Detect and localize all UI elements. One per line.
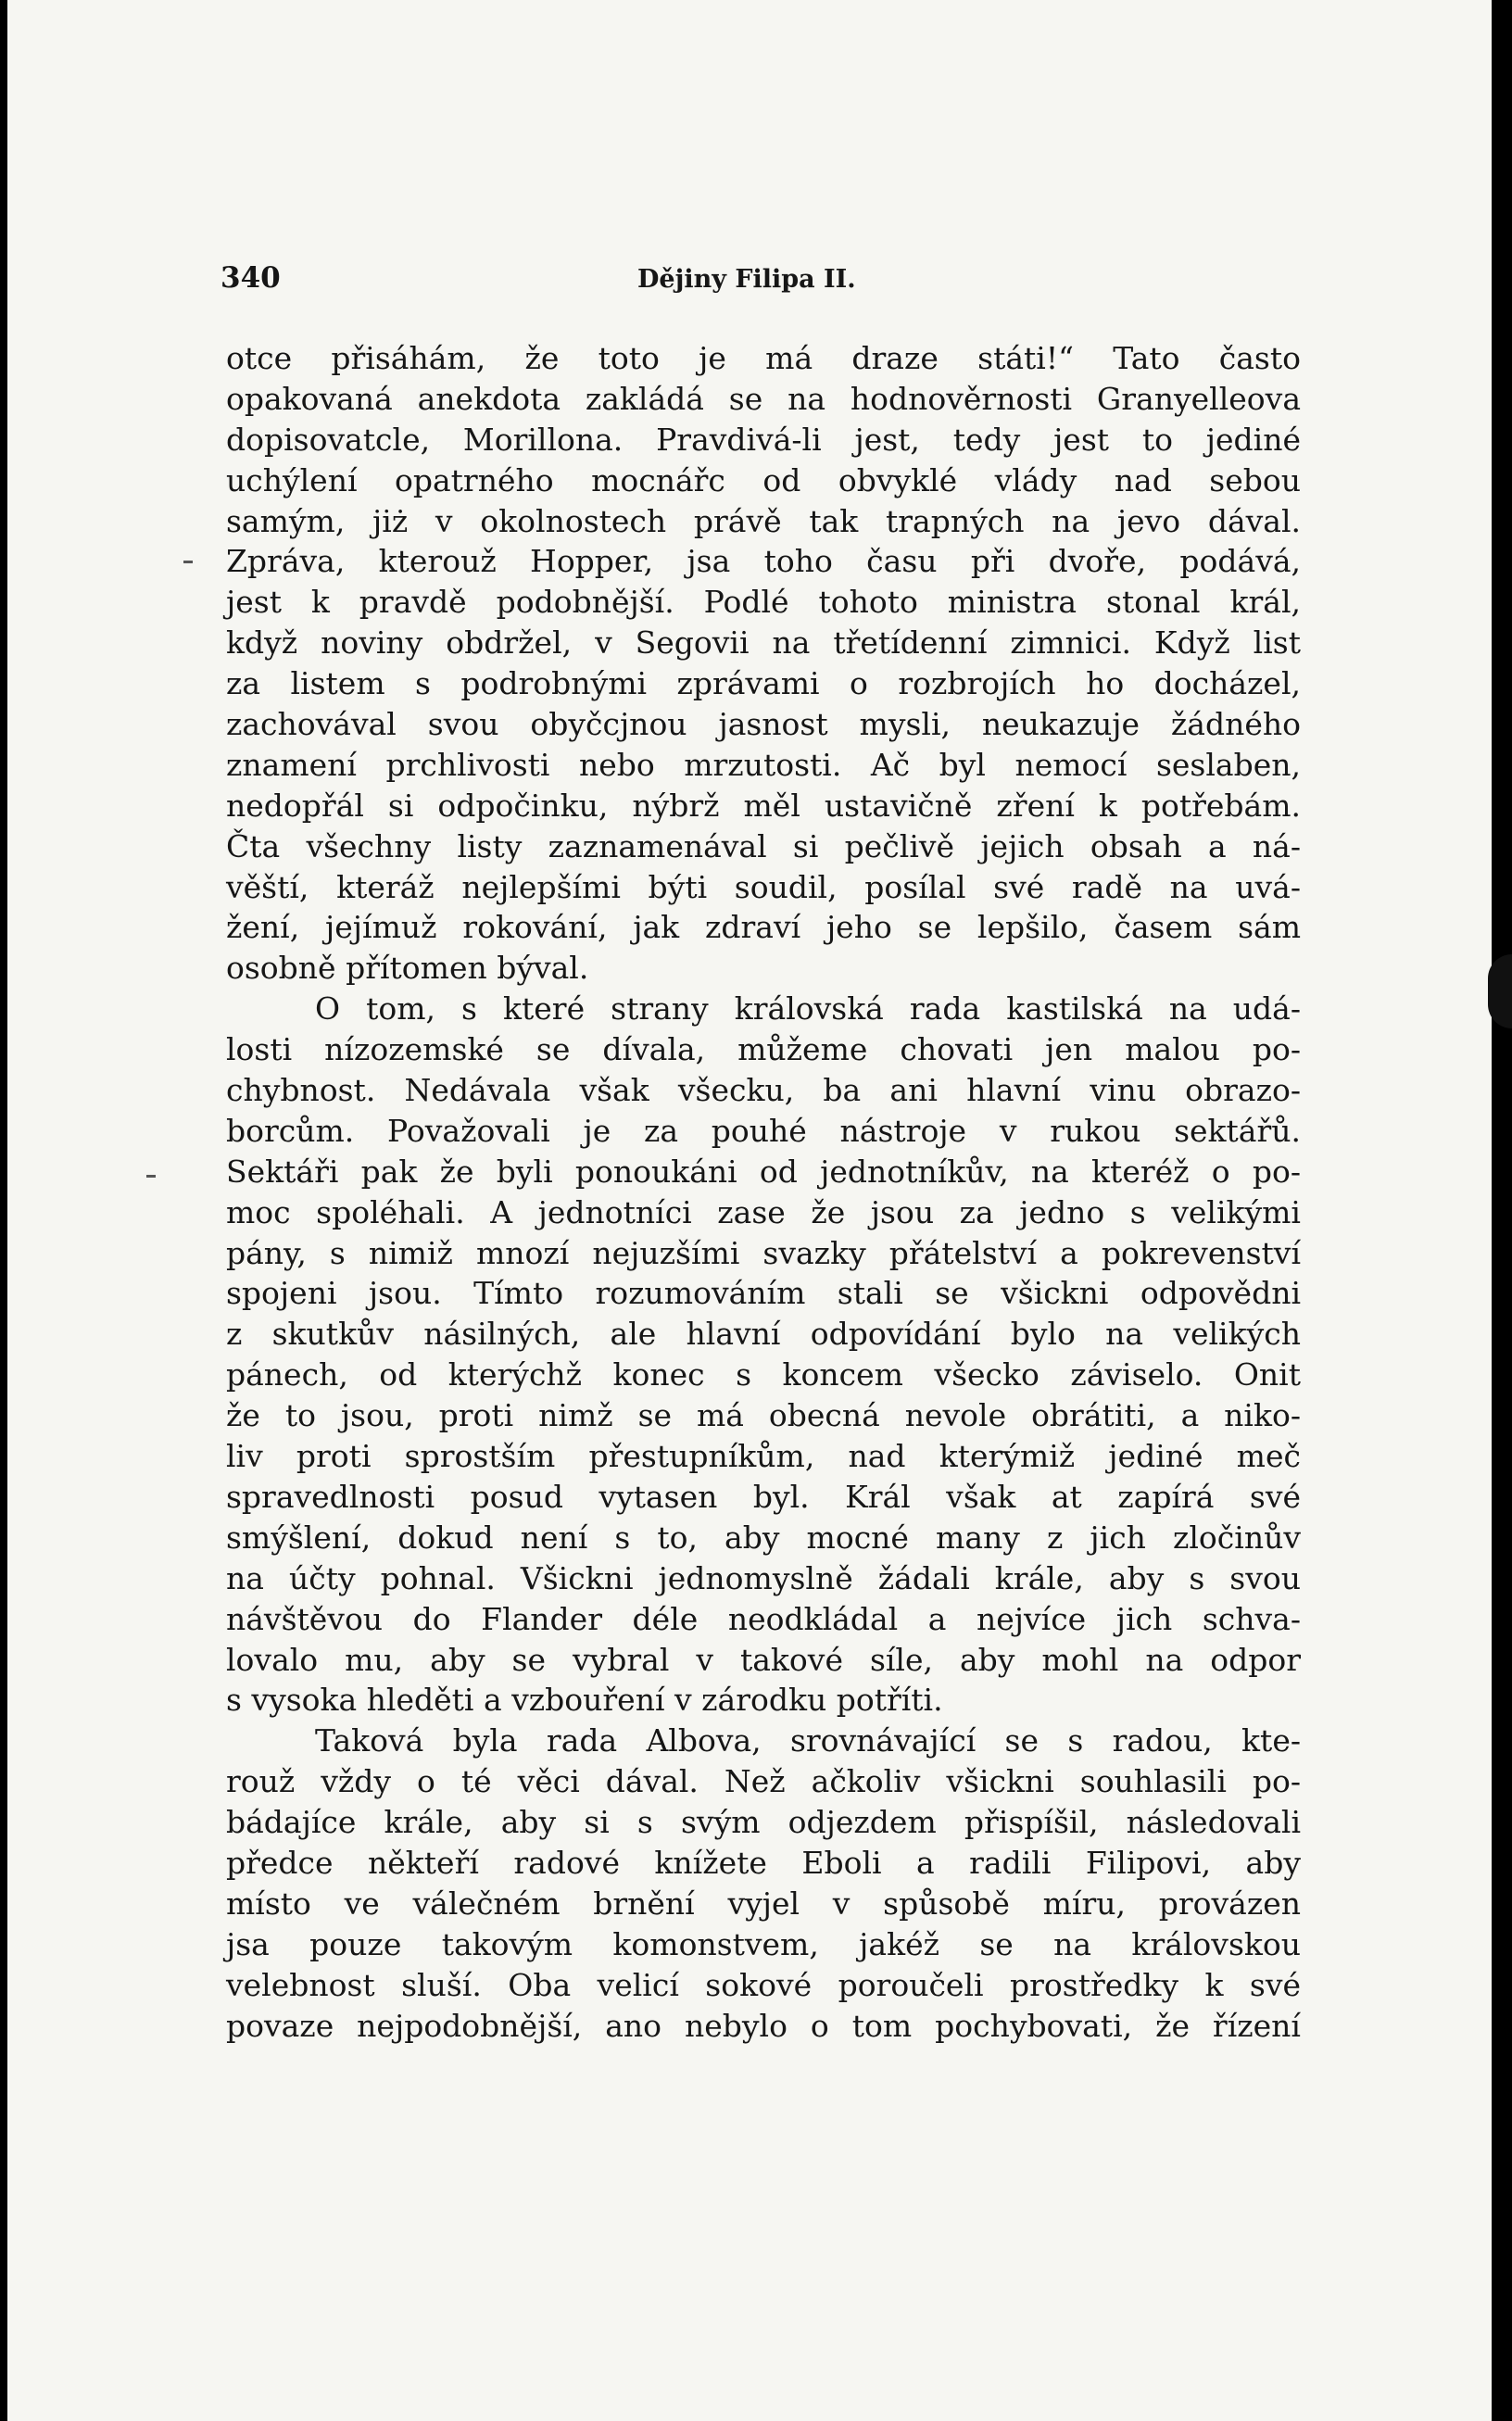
margin-mark [183, 561, 193, 563]
page-header [220, 261, 1304, 306]
text-line: Zpráva, kterouž Hopper, jsa toho času při dvoře, podává, [226, 543, 1301, 580]
text-line: místo ve válečném brnění vyjel v spůsobě míru, provázen [226, 1885, 1301, 1922]
text-line: návštěvou do Flander déle neodkládal a nejvíce jich schva- [226, 1600, 1301, 1637]
text-line: pánech, od kterýchž konec s koncem všecko záviselo. Onit [226, 1356, 1301, 1393]
text-line: s vysoka hleděti a vzbouření v zárodku potříti. [226, 1682, 943, 1719]
running-title: Dějiny Filipa II. [637, 265, 856, 294]
text-line: otce přisáhám, že toto je má draze státi!“ Tato často [226, 340, 1301, 376]
text-line: předce někteří radové knížete Eboli a radili Filipovi, aby [226, 1844, 1301, 1881]
text-line: jsa pouze takovým komonstvem, jakéž se na královskou [226, 1925, 1301, 1962]
text-line: spojeni jsou. Tímto rozumováním stali se všickni odpovědni [226, 1275, 1301, 1312]
text-line: pány, s nimiž mnozí nejuzšími svazky přátelství a pokrevenství [226, 1234, 1301, 1271]
text-line: borcům. Považovali je za pouhé nástroje v rukou sektářů. [226, 1112, 1301, 1149]
text-line: liv proti sprostším přestupníkům, nad kterýmiž jediné meč [226, 1438, 1301, 1475]
text-line: jest k pravdě podobnější. Podlé tohoto ministra stonal král, [226, 584, 1301, 621]
text-line: zachovával svou obyčcjnou jasnost mysli, neukazuje žádného [226, 706, 1301, 743]
text-line: samým, jiż v okolnostech právě tak trapných na jevo dával. [226, 502, 1301, 539]
text-line: na účty pohnal. Všickni jednomyslně žádali krále, aby s svou [226, 1559, 1301, 1596]
text-line: věští, kteráž nejlepšími býti soudil, posílal své radě na uvá- [226, 868, 1301, 905]
text-line: bádajíce krále, aby si s svým odjezdem přispíšil, následovali [226, 1804, 1301, 1841]
text-line: dopisovatcle, Morillona. Pravdivá-li jest, tedy jest to jediné [226, 421, 1301, 458]
text-line: když noviny obdržel, v Segovii na třetídenní zimnici. Když list [226, 624, 1301, 662]
text-line: znamení prchlivosti nebo mrzutosti. Ač byl nemocí seslaben, [226, 746, 1301, 783]
text-line: O tom, s které strany královská rada kastilská na udá- [315, 990, 1301, 1028]
page-number: 340 [220, 261, 281, 295]
text-line: moc spoléhali. A jednotníci zase že jsou za jedno s velikými [226, 1193, 1301, 1230]
text-line: Taková byla rada Albova, srovnávající se s radou, kte- [315, 1722, 1301, 1759]
text-line: z skutkův násilných, ale hlavní odpovídání bylo na velikých [226, 1316, 1301, 1353]
text-line: spravedlnosti posud vytasen byl. Král však at zapírá své [226, 1478, 1301, 1515]
text-line: Sektáři pak že byli ponoukáni od jednotníkův, na kteréž o po- [226, 1153, 1301, 1190]
book-page [7, 0, 1492, 2421]
text-line: lovalo mu, aby se vybral v takové síle, aby mohl na odpor [226, 1641, 1301, 1678]
text-line: losti nízozemské se dívala, můžeme chovati jen malou po- [226, 1031, 1301, 1068]
page-edge-shadow [1488, 954, 1512, 1028]
text-line: smýšlení, dokud není s to, aby mocné many z jich zločinův [226, 1519, 1301, 1556]
margin-mark [146, 1175, 156, 1178]
text-line: uchýlení opatrného mocnářc od obvyklé vlády nad sebou [226, 461, 1301, 498]
body-text [226, 338, 1301, 2046]
text-line: rouž vždy o té věci dával. Než ačkoliv všickni souhlasili po- [226, 1763, 1301, 1800]
text-line: velebnost sluší. Oba velicí sokové poroučeli prostředky k své [226, 1966, 1301, 2003]
text-line: nedopřál si odpočinku, nýbrž měl ustavičně zření k potřebám. [226, 787, 1301, 824]
text-line: povaze nejpodobnější, ano nebylo o tom pochybovati, že řízení [226, 2007, 1301, 2044]
text-line: žení, jejímuž rokování, jak zdraví jeho se lepšilo, časem sám [226, 909, 1301, 946]
text-line: Čta všechny listy zaznamenával si pečlivě jejich obsah a ná- [226, 827, 1301, 864]
text-line: za listem s podrobnými zprávami o rozbrojích ho docházel, [226, 665, 1301, 702]
text-line: opakovaná anekdota zakládá se na hodnověrnosti Granyelleova [226, 380, 1301, 417]
text-line: osobně přítomen býval. [226, 950, 589, 987]
text-line: že to jsou, proti nimž se má obecná nevole obrátiti, a niko- [226, 1397, 1301, 1434]
text-line: chybnost. Nedávala však všecku, ba ani hlavní vinu obrazo- [226, 1072, 1301, 1109]
